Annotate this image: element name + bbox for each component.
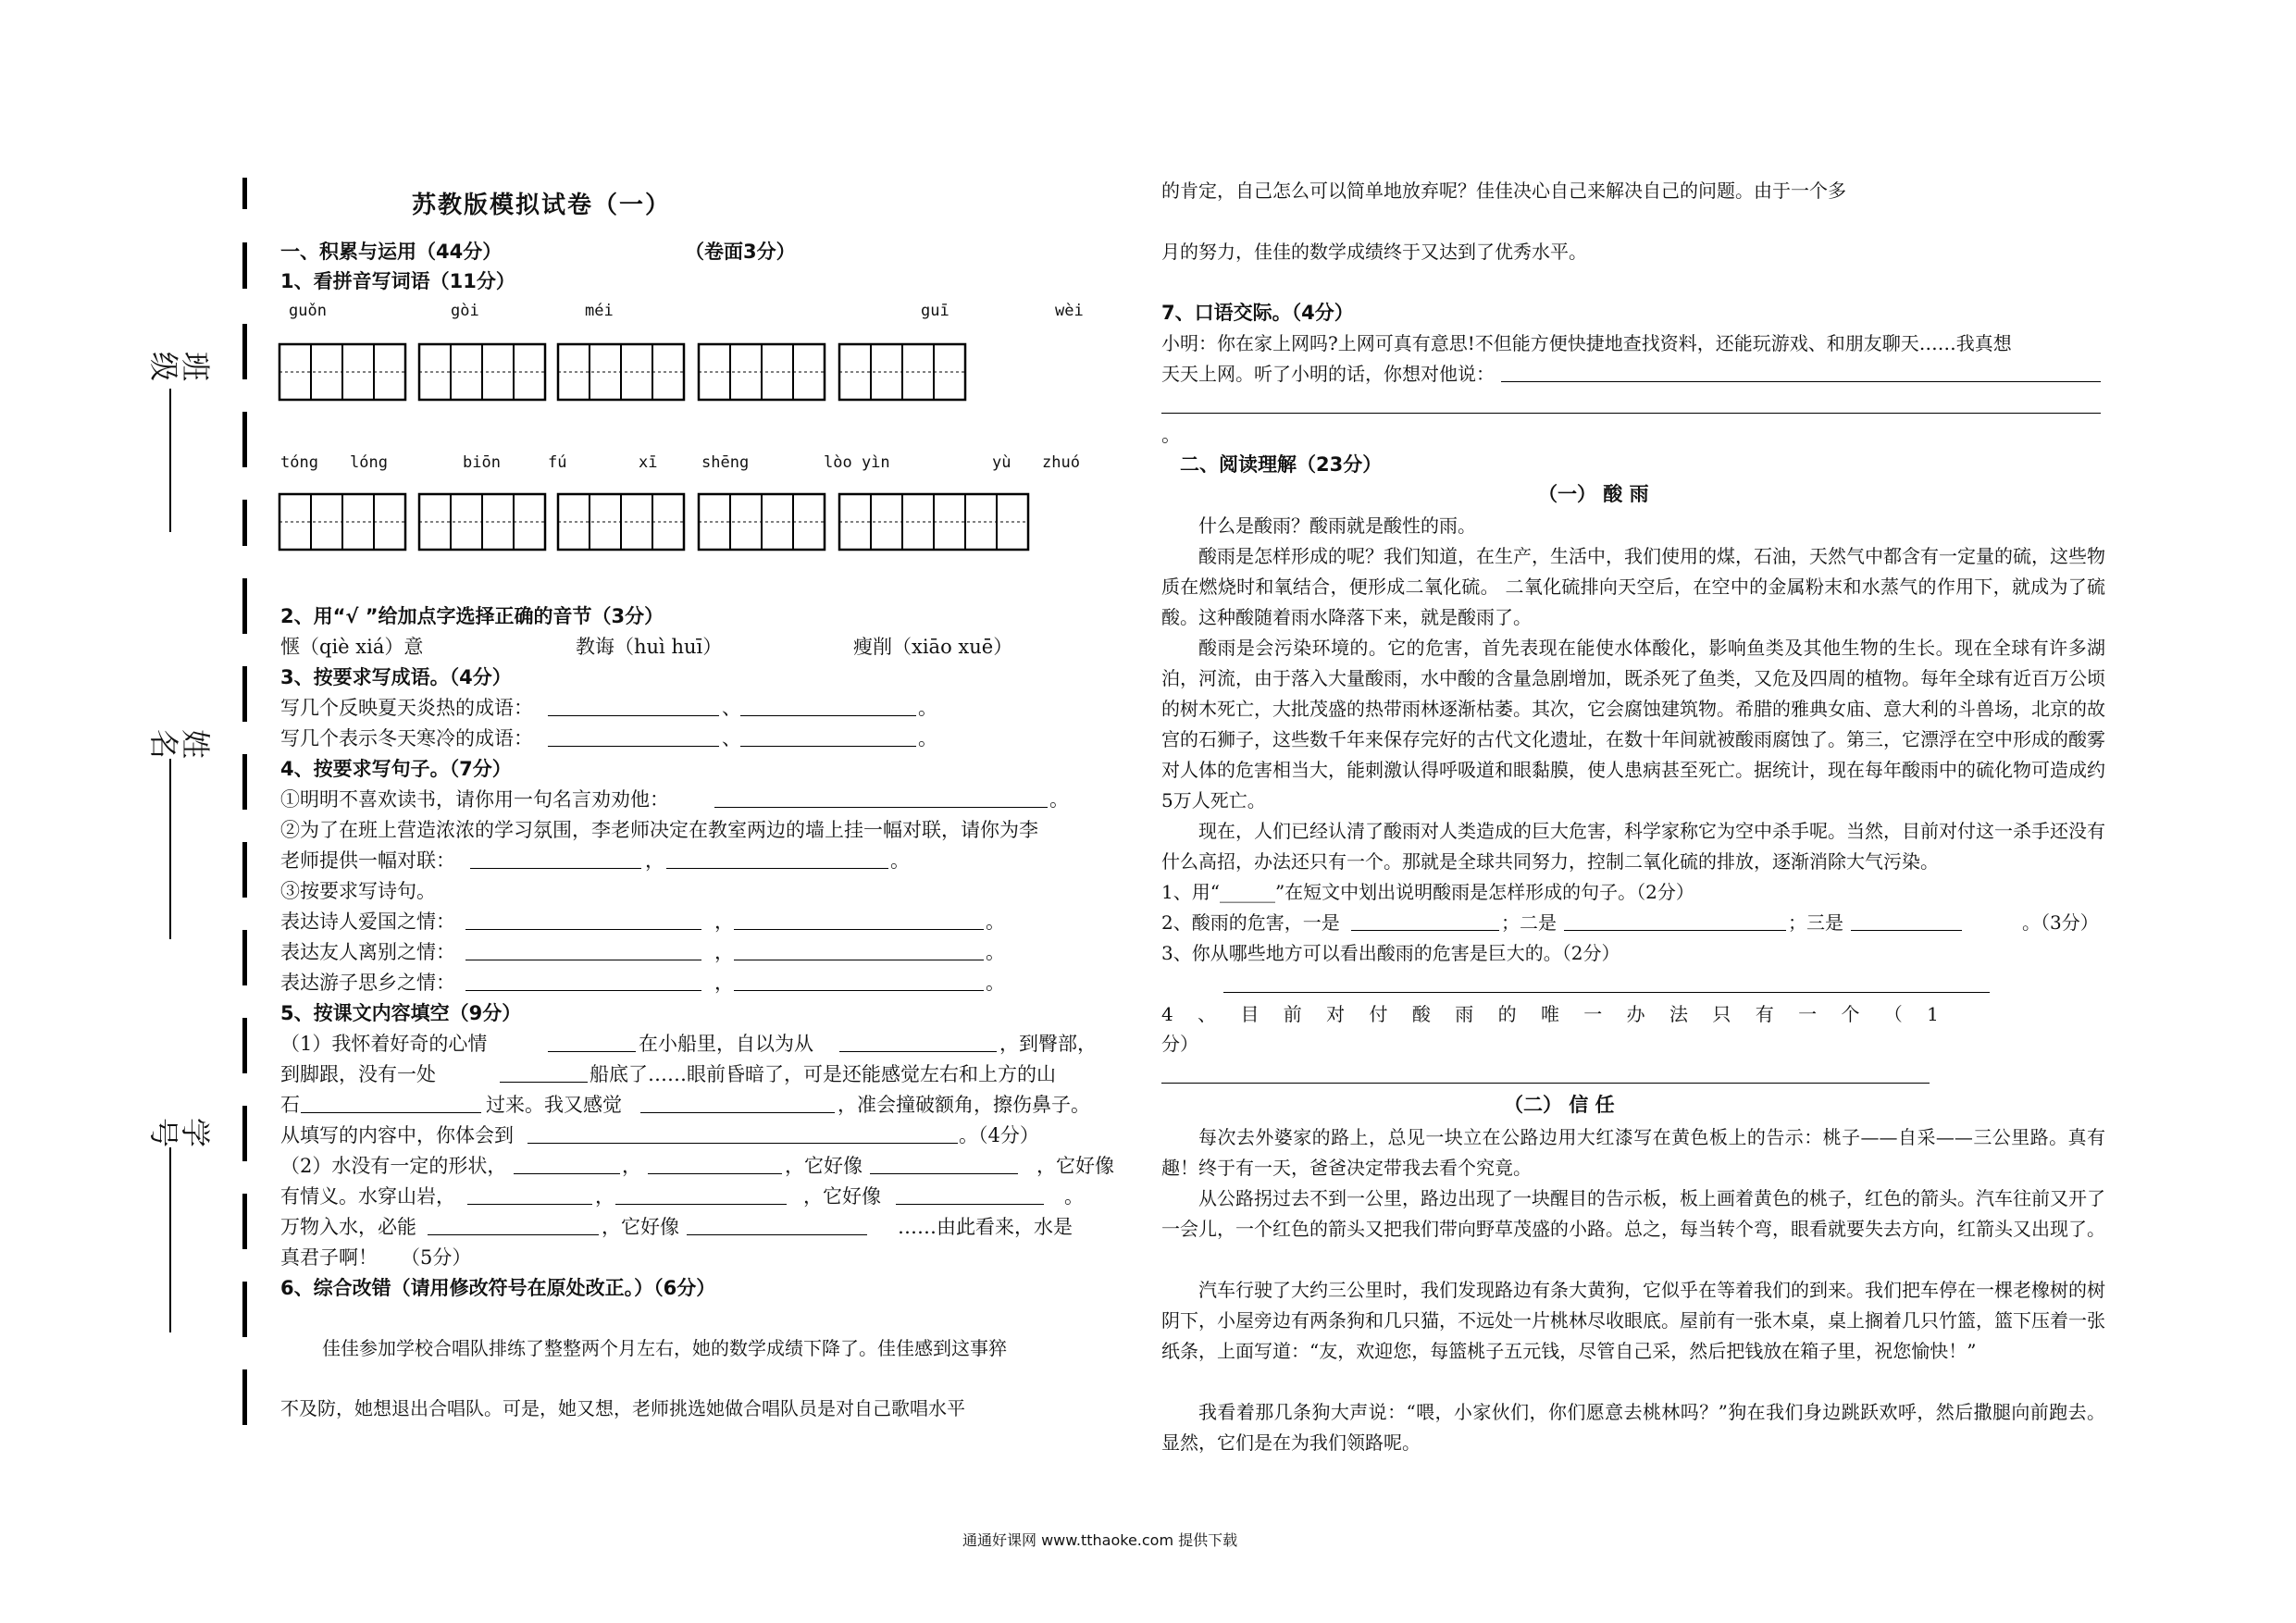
q5-text: 万物入水，必能: [280, 1216, 416, 1238]
answer-blank[interactable]: [301, 1112, 481, 1113]
reading1-paragraph: 现在，人们已经认清了酸雨对人类造成的巨大危害，科学家称它为空中杀手呢。当然，目前对付这一杀手还没有什么高招，办法还只有一个。那就是全球共同努力，控制二氧化硫的排放，逐渐消除大气污染。: [1161, 820, 2105, 873]
q3-line2: 写几个表示冬天寒冷的成语：: [280, 727, 533, 750]
punct: ，: [714, 972, 734, 994]
punct: ，: [714, 911, 734, 933]
binding-dash: [242, 1018, 247, 1073]
q5-text: ，它好像: [1036, 1155, 1114, 1177]
punct: 。: [1049, 788, 1069, 811]
q5-text: （2）水没有一定的形状，: [280, 1155, 507, 1177]
pinyin: tóng: [280, 453, 318, 472]
q6-paragraph[interactable]: 佳佳参加学校合唱队排练了整整两个月左右，她的数学成绩下降了。佳佳感到这事猝: [322, 1337, 1007, 1359]
binding-dash: [242, 1106, 247, 1161]
answer-blank[interactable]: [896, 1204, 1044, 1205]
pinyin: xī: [639, 453, 658, 472]
pinyin: zhuó: [1042, 453, 1080, 472]
q5-text: 从填写的内容中，你体会到: [280, 1124, 514, 1146]
answer-blank[interactable]: [714, 807, 1048, 808]
number-line: [169, 1147, 171, 1332]
q1-heading: 1、看拼音写词语（11分）: [280, 270, 515, 292]
reading1-paragraph: 酸雨是怎样形成的呢？我们知道，在生产，生活中，我们使用的煤，石油，天然气中都含有一定量的硫，这些物质在燃烧时和氧结合，便形成二氧化硫。 二氧化硫排向天空后，在空中的金属粉末和水蒸气的作用下，就成为了硫酸。这种酸随着雨水降落下来，就是酸雨了。: [1161, 545, 2105, 628]
pinyin: guǒn: [289, 302, 327, 320]
q5-text: （1）我怀着好奇的心情: [280, 1033, 488, 1055]
reading1-q2: 。（3分）: [2022, 911, 2099, 934]
q2-item[interactable]: 瘦削（xiāo xuē）: [853, 636, 1013, 658]
reading1-title: （一） 酸 雨: [1538, 483, 1649, 505]
binding-dash: [242, 178, 247, 209]
reading2-title: （二） 信 任: [1504, 1094, 1615, 1116]
answer-blank[interactable]: [428, 1234, 599, 1235]
q5-text: ，它好像: [785, 1155, 863, 1177]
q5-text: 在小船里，自以为从: [639, 1033, 813, 1055]
reading2-paragraph: 从公路拐过去不到一公里，路边出现了一块醒目的告示板，板上画着黄色的桃子，红色的箭头。汽车往前又开了一会儿，一个红色的箭头又把我们带向野草茂盛的小路。总之，每当转个弯，眼看就要失去方向，红箭头又出现了。: [1161, 1187, 2105, 1240]
pinyin: guī: [921, 302, 949, 320]
punct: 。: [986, 911, 1005, 933]
answer-blank[interactable]: [734, 929, 984, 930]
reading1-q2: ；三是: [1788, 911, 1843, 934]
q4-line6: 表达游子思乡之情：: [280, 972, 455, 994]
q5-text: ，到臀部，: [999, 1033, 1097, 1055]
answer-blank[interactable]: [1501, 381, 2101, 382]
class-label: 班级: [146, 351, 213, 381]
reading2-paragraph: 每次去外婆家的路上，总见一块立在公路边用大红漆写在黄色板上的告示：桃子——自采——三公里路。真有趣！终于有一天，爸爸决定带我去看个究竟。: [1161, 1126, 2105, 1179]
pinyin: wèi: [1055, 302, 1084, 320]
punct: ，: [645, 849, 664, 872]
q5-text: 到脚跟，没有一处: [280, 1063, 436, 1085]
answer-blank[interactable]: [740, 746, 916, 747]
answer-blank[interactable]: [1564, 930, 1786, 931]
reading1-q4: 4 、 目 前 对 付 酸 雨 的 唯 一 办 法 只 有 一 个 （ 1: [1161, 1003, 1939, 1025]
q3-heading: 3、按要求写成语。（4分）: [280, 666, 512, 688]
q5-heading: 5、按课文内容填空（9分）: [280, 1002, 522, 1024]
writing-grid-row-2[interactable]: [278, 492, 1092, 553]
answer-blank[interactable]: [467, 1204, 592, 1205]
binding-dash: [242, 242, 247, 289]
q6-heading: 6、综合改错（请用修改符号在原处改正。）（6分）: [280, 1277, 716, 1299]
q3-line1: 写几个反映夏天炎热的成语：: [280, 697, 533, 719]
binding-dash: [242, 500, 247, 546]
punct: 。: [986, 972, 1005, 994]
q5-text: ，它好像: [803, 1185, 881, 1208]
q7-text: 小明：你在家上网吗?上网可真有意思!不但能方便快捷地查找资料，还能玩游戏、和朋友聊天……我真想: [1161, 332, 2012, 354]
answer-blank[interactable]: [548, 746, 719, 747]
q5-text: 石: [280, 1094, 300, 1116]
q2-heading: 2、用“√ ”给加点字选择正确的音节（3分）: [280, 605, 664, 627]
q5-text: 船底了……眼前昏暗了，可是还能感觉左右和上方的山: [590, 1063, 1056, 1085]
class-line: [169, 389, 171, 532]
punct: 、: [722, 697, 741, 719]
part2-heading: 二、阅读理解（23分）: [1180, 453, 1383, 476]
binding-dash: [242, 578, 247, 634]
pinyin: yù: [992, 453, 1011, 472]
binding-dash: [242, 754, 247, 810]
q5-text: 。: [1064, 1185, 1084, 1208]
q7-end: 。: [1161, 424, 1181, 446]
reading1-paragraph: 什么是酸雨？酸雨就是酸性的雨。: [1198, 514, 1476, 537]
answer-blank[interactable]: [839, 1051, 997, 1052]
q5-text: 。（4分）: [959, 1124, 1039, 1146]
answer-blank[interactable]: [1161, 413, 2101, 414]
name-line: [169, 759, 171, 939]
answer-blank[interactable]: [465, 990, 701, 991]
q6-paragraph[interactable]: 不及防，她想退出合唱队。可是，她又想，老师挑选她做合唱队员是对自己歌唱水平: [280, 1397, 965, 1419]
answer-blank[interactable]: [666, 868, 888, 869]
q4-line4: 表达诗人爱国之情：: [280, 911, 455, 933]
q5-text: 有情义。水穿山岩，: [280, 1185, 455, 1208]
pinyin: lòo yìn: [824, 453, 890, 472]
q7-heading: 7、口语交际。（4分）: [1161, 302, 1354, 324]
binding-dash: [242, 842, 247, 898]
q5-text: 真君子啊！: [280, 1246, 378, 1269]
reading1-paragraph: 酸雨是会污染环境的。它的危害，首先表现在能使水体酸化，影响鱼类及其他生物的生长。现在全球有许多湖泊，河流，由于落入大量酸雨，水中酸的含量急剧增加，既杀死了鱼类，又危及四周的植物。每年全球有近百万公顷的树木死亡，大批茂盛的热带雨林逐渐枯萎。其次，它会腐蚀建筑物。希腊的雅典女庙、意大利的斗兽场，北京的故宫的石狮子，这些数千年来保存完好的古代文化遗址，在数十年间就被酸雨腐蚀了。第三，它漂浮在空中形成的酸雾对人体的危害相当大，能刺激认得呼吸道和眼黏膜，使人患病甚至死亡。据统计，现在每年酸雨中的硫化物可造成约5万人死亡。: [1161, 637, 2105, 812]
pinyin: gòi: [451, 302, 479, 320]
q5-text: ，准会撞破额角，擦伤鼻子。: [838, 1094, 1090, 1116]
binding-dash: [242, 412, 247, 467]
q2-item[interactable]: 教诲（huì huī）: [576, 636, 723, 658]
reading1-q1: 1、用“______”在短文中划出说明酸雨是怎样形成的句子。（2分）: [1161, 881, 1694, 903]
answer-blank[interactable]: [1161, 1083, 1930, 1084]
answer-blank[interactable]: [1851, 930, 1962, 931]
binding-dash: [242, 930, 247, 985]
reading1-q2: ；二是: [1501, 911, 1557, 934]
q6-paragraph[interactable]: 的肯定，自己怎么可以简单地放弃呢？佳佳决心自己来解决自己的问题。由于一个多: [1161, 180, 1846, 202]
reading2-paragraph: 汽车行驶了大约三公里时，我们发现路边有条大黄狗，它似乎在等着我们的到来。我们把车停在一棵老橡树的树阴下，小屋旁边有两条狗和几只猫，不远处一片桃林尽收眼底。屋前有一张木桌，桌上搁着几只竹篮，篮下压着一张纸条，上面写道：“友，欢迎您，每篮桃子五元钱，尽管自己采，然后把钱放在箱子里，祝您愉快！”: [1161, 1279, 2105, 1362]
reading1-q4: 分）: [1161, 1033, 1198, 1055]
answer-blank[interactable]: [615, 1204, 787, 1205]
punct: 。: [918, 697, 937, 719]
answer-blank[interactable]: [548, 1051, 636, 1052]
answer-blank[interactable]: [740, 715, 916, 716]
name-label: 姓名: [146, 728, 213, 759]
pinyin: méi: [585, 302, 614, 320]
answer-blank[interactable]: [640, 1112, 835, 1113]
answer-blank[interactable]: [648, 1173, 782, 1174]
punct: 、: [722, 727, 741, 750]
q5-text: ，: [595, 1185, 614, 1208]
reading1-q2: 2、酸雨的危害，一是: [1161, 911, 1340, 934]
answer-blank[interactable]: [1223, 992, 1990, 993]
answer-blank[interactable]: [548, 715, 719, 716]
answer-blank[interactable]: [514, 1173, 620, 1174]
punct: ，: [714, 941, 734, 963]
footer-source[interactable]: 通通好课网 www.tthaoke.com 提供下载: [962, 1531, 1238, 1549]
pinyin: lóng: [350, 453, 388, 472]
answer-blank[interactable]: [527, 1143, 958, 1144]
writing-grid-row-1[interactable]: [278, 342, 1083, 403]
q7-text: 天天上网。听了小明的话，你想对他说：: [1161, 363, 1495, 385]
q4-line3: ③按要求写诗句。: [280, 880, 436, 902]
binding-dash: [242, 1194, 247, 1249]
pinyin: biōn: [463, 453, 501, 472]
q5-text: ，它好像: [602, 1216, 679, 1238]
q2-item[interactable]: 惬（qiè xiá）意: [280, 636, 424, 658]
q4-heading: 4、按要求写句子。（7分）: [280, 758, 512, 780]
q5-text: 过来。我又感觉: [486, 1094, 622, 1116]
binding-dash: [242, 1282, 247, 1337]
q6-paragraph[interactable]: 月的努力，佳佳的数学成绩终于又达到了优秀水平。: [1161, 241, 1587, 263]
punct: 。: [918, 727, 937, 750]
q4-line2a: ②为了在班上营造浓浓的学习氛围，李老师决定在教室两边的墙上挂一幅对联，请你为李: [280, 819, 1038, 841]
binding-dash: [242, 666, 247, 722]
answer-blank[interactable]: [687, 1234, 867, 1235]
punct: 。: [890, 849, 910, 872]
reading2-paragraph: 我看着那几条狗大声说：“喂，小家伙们，你们愿意去桃林吗？”狗在我们身边跳跃欢呼，然后撒腿向前跑去。显然，它们是在为我们领路呢。: [1161, 1401, 2105, 1454]
binding-dash: [242, 324, 247, 379]
pinyin: fú: [548, 453, 567, 472]
number-label: 学号: [146, 1117, 213, 1147]
answer-blank[interactable]: [734, 990, 984, 991]
answer-blank[interactable]: [500, 1082, 588, 1083]
neat-score: （卷面3分）: [685, 241, 796, 263]
part1-heading: 一、积累与运用（44分）: [280, 241, 503, 263]
reading1-q3: 3、你从哪些地方可以看出酸雨的危害是巨大的。（2分）: [1161, 942, 1620, 964]
binding-dash: [242, 1369, 247, 1425]
page-title: 苏教版模拟试卷（一）: [412, 192, 672, 219]
answer-blank[interactable]: [465, 929, 701, 930]
q5-text: ……由此看来，水是: [898, 1216, 1073, 1238]
q4-line1: ①明明不喜欢读书，请你用一句名言劝劝他：: [280, 788, 669, 811]
punct: 。: [986, 941, 1005, 963]
pinyin: shēng: [701, 453, 750, 472]
q5-text: ，: [622, 1155, 641, 1177]
answer-blank[interactable]: [1351, 930, 1499, 931]
q5-score: （5分）: [401, 1246, 472, 1269]
q4-line2b: 老师提供一幅对联：: [280, 849, 455, 872]
answer-blank[interactable]: [870, 1173, 1018, 1174]
answer-blank[interactable]: [470, 868, 641, 869]
q4-line5: 表达友人离别之情：: [280, 941, 455, 963]
